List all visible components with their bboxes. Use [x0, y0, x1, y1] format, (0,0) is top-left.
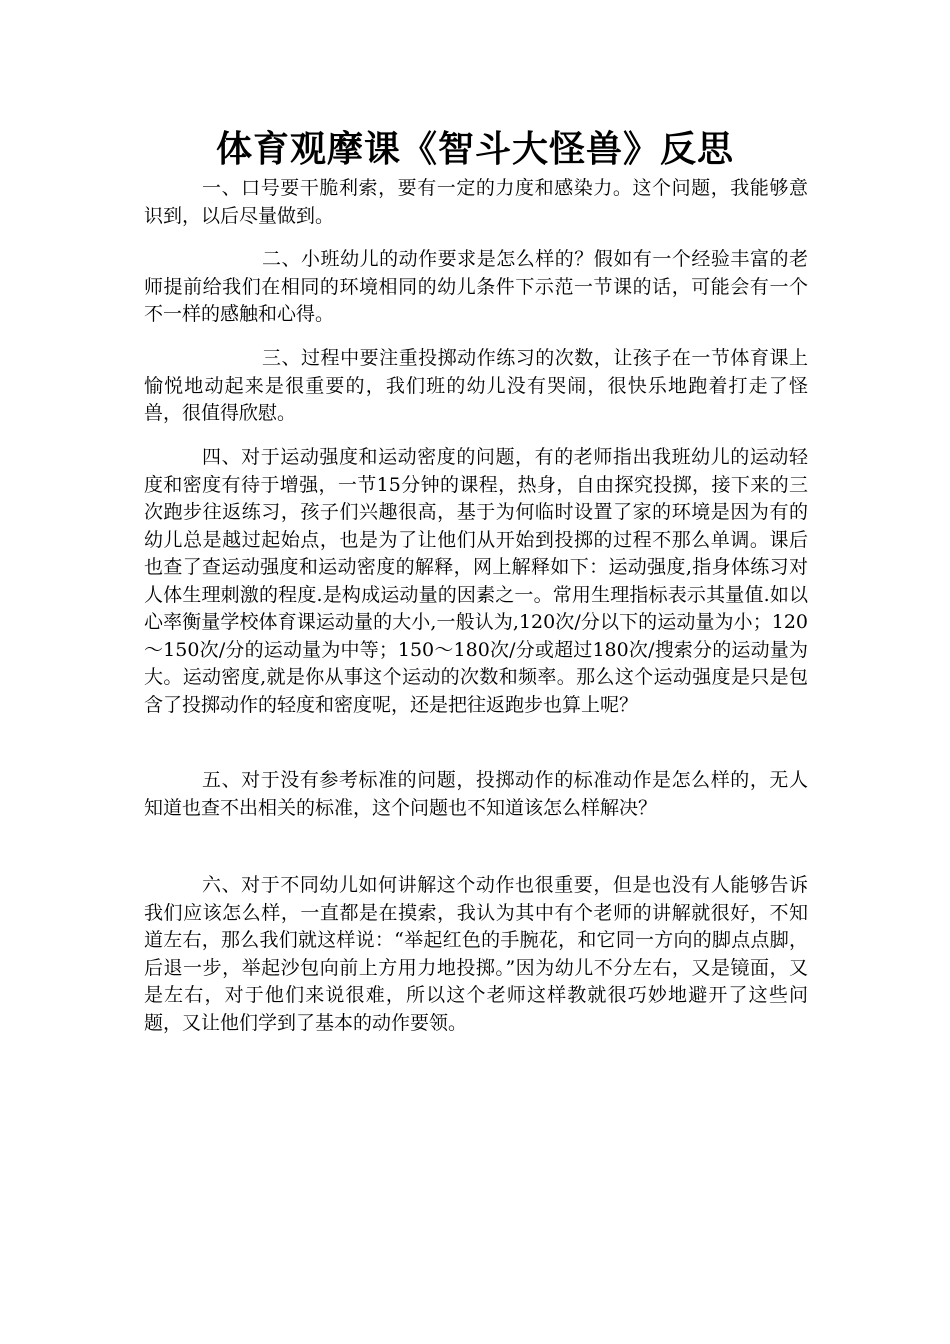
paragraph-5: 五、对于没有参考标准的问题，投掷动作的标准动作是怎么样的，无人知道也查不出相关的标准，这个问题也不知道该怎么样解决？ — [144, 769, 808, 819]
paragraph-6: 六、对于不同幼儿如何讲解这个动作也很重要，但是也没有人能够告诉我们应该怎么样，一直都是在摸索，我认为其中有个老师的讲解就很好，不知道左右，那么我们就这样说：“举起红色的手腕花，和它同一方向的脚点点脚，后退一步，举起沙包向前上方用力地投掷。”因为幼儿不分左右，又是镜面，又是左右，对于他们来说很难，所以这个老师这样教就很巧妙地避开了这些问题，又让他们学到了基本的动作要领。 — [144, 874, 808, 1034]
paragraph-1: 一、口号要干脆利索，要有一定的力度和感染力。这个问题，我能够意识到，以后尽量做到。 — [144, 177, 808, 227]
document-title: 体育观摩课《智斗大怪兽》反思 — [215, 129, 734, 170]
paragraph-2: 二、小班幼儿的动作要求是怎么样的？假如有一个经验丰富的老师提前给我们在相同的环境相同的幼儿条件下示范一节课的话，可能会有一个不一样的感触和心得。 — [144, 248, 808, 325]
paragraph-4: 四、对于运动强度和运动密度的问题，有的老师指出我班幼儿的运动轻度和密度有待于增强，一节15分钟的课程，热身，自由探究投掷，接下来的三次跑步往返练习，孩子们兴趣很高，基于为何临时设置了家的环境是因为有的幼儿总是越过起始点，也是为了让他们从开始到投掷的过程不那么单调。课后也查了查运动强度和运动密度的解释，网上解释如下：运动强度,指身体练习对人体生理刺激的程度.是构成运动量的因素之一。常用生理指标表示其量值.如以心率衡量学校体育课运动量的大小,一般认为,120次/分以下的运动量为小；120～150次/分的运动量为中等；150～180次/分或超过180次/搜索分的运动量为大。运动密度,就是你从事这个运动的次数和频率。那么这个运动强度是只是包含了投掷动作的轻度和密度呢，还是把往返跑步也算上呢？ — [144, 446, 808, 716]
paragraph-3: 三、过程中要注重投掷动作练习的次数，让孩子在一节体育课上愉悦地动起来是很重要的，我们班的幼儿没有哭闹，很快乐地跑着打走了怪兽，很值得欣慰。 — [144, 347, 808, 424]
